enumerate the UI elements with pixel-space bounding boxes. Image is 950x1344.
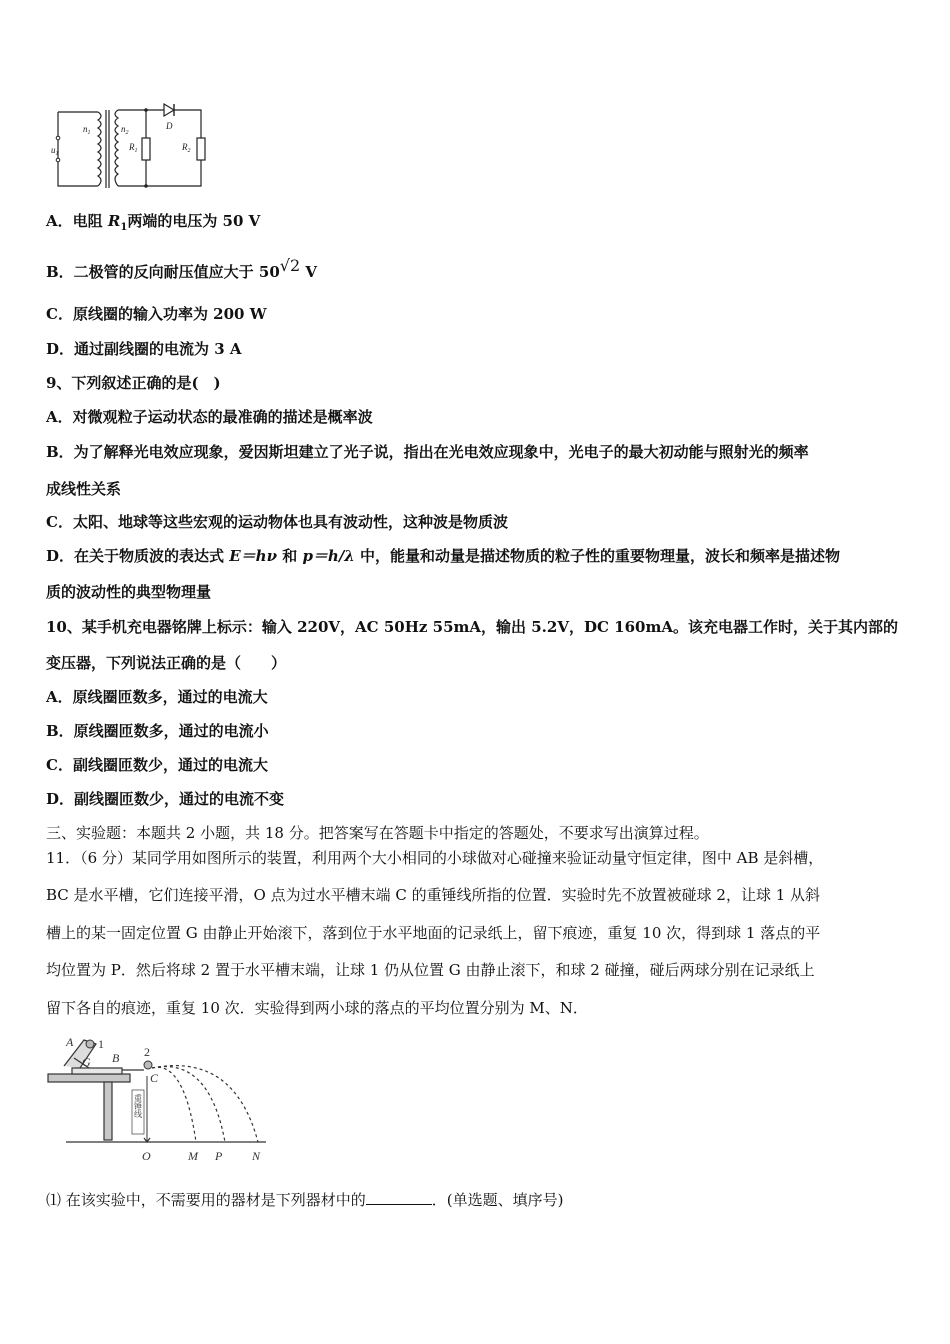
q8-option-d: D．通过副线圈的电流为 3 A [46, 340, 242, 358]
svg-text:n2 [121, 124, 129, 136]
q11-line1: 11．（6 分）某同学用如图所示的装置，利用两个大小相同的小球做对心碰撞来验证动量守恒定律，图中 AB 是斜槽， [46, 849, 824, 867]
svg-text:n1 [83, 124, 91, 136]
svg-text:R1 [128, 142, 138, 154]
label-n1-sub: 1 [87, 130, 91, 136]
label-b: B [112, 1051, 120, 1065]
q8-option-c: C．原线圈的输入功率为 200 W [46, 305, 267, 323]
transformer-circuit-figure [46, 98, 216, 190]
q10-stem-line1: 10、某手机充电器铭牌上标示：输入 220V，AC 50Hz 55mA，输出 5.2V，DC 160mA。该充电器工作时，关于其内部的 [46, 618, 898, 636]
label-r1: R [129, 142, 135, 152]
q10-stem-line2: 变压器，下列说法正确的是（ ） [46, 654, 287, 672]
label-n1: n [83, 124, 88, 134]
label-g: G [82, 1055, 91, 1069]
sqrt-two: √2 [279, 256, 301, 275]
label-ball2: 2 [144, 1045, 150, 1059]
q11-sub1: ⑴ 在该实验中，不需要用的器材是下列器材中的 ．(单选题、填序号) [46, 1191, 564, 1209]
q9-option-b-line1: B．为了解释光电效应现象，爱因斯坦建立了光子说，指出在光电效应现象中，光电子的最大初动能与照射光的频率 [46, 443, 809, 461]
q10-option-d: D．副线圈匝数少，通过的电流不变 [46, 790, 285, 808]
label-ball1: 1 [98, 1037, 104, 1051]
q9-option-a: A．对微观粒子运动状态的最准确的描述是概率波 [46, 408, 373, 426]
q8-option-b: B．二极管的反向耐压值应大于 $50^{√2}$ V [46, 256, 318, 281]
label-p: P [215, 1149, 223, 1163]
label-n: N [252, 1149, 261, 1163]
q9-option-b-line2: 成线性关系 [46, 480, 122, 498]
q8-option-a: A．电阻 $R_1$两端的电压为 50 V [46, 212, 261, 233]
q9-option-c: C．太阳、地球等这些宏观的运动物体也具有波动性，这种波是物质波 [46, 513, 508, 531]
answer-blank[interactable] [366, 1190, 432, 1205]
label-m: M [188, 1149, 198, 1163]
q11-line5: 留下各自的痕迹，重复 10 次．实验得到两小球的落点的平均位置分别为 M、N． [46, 999, 588, 1017]
section-3-heading: 三、实验题：本题共 2 小题，共 18 分。把答案写在答题卡中指定的答题处，不要求写出演算过程。 [46, 824, 709, 842]
label-c: C [150, 1071, 159, 1085]
label-a: A [66, 1035, 74, 1049]
q9-option-d-line1: D．在关于物质波的表达式 E＝hν 和 p＝h/λ 中，能量和动量是描述物质的粒子性的重要物理量，波长和频率是描述物 [46, 547, 841, 565]
label-u1-sub: 1 [55, 151, 59, 157]
svg-text:R2 [181, 142, 191, 154]
q11-line3: 槽上的某一固定位置 G 由静止开始滚下，落到位于水平地面的记录纸上，留下痕迹，重复 10 次，得到球 1 落点的平 [46, 924, 821, 942]
q10-option-c: C．副线圈匝数少，通过的电流大 [46, 756, 268, 774]
label-r1-sub: 1 [134, 148, 138, 154]
q9-stem: 9、下列叙述正确的是( ) [46, 374, 221, 392]
q10-option-b: B．原线圈匝数多，通过的电流小 [46, 722, 269, 740]
label-o: O [142, 1149, 151, 1163]
label-n2: n [121, 124, 126, 134]
diode-symbol [164, 104, 174, 116]
q9-option-d-line2: 质的波动性的典型物理量 [46, 583, 212, 601]
label-n2-sub: 2 [125, 130, 129, 136]
label-plumb: 重锤线 [133, 1094, 143, 1118]
label-u1: u [51, 145, 56, 155]
q11-line2: BC 是水平槽，它们连接平滑，O 点为过水平槽末端 C 的重锤线所指的位置．实验时先不放置被碰球 2，让球 1 从斜 [46, 886, 821, 904]
svg-text:u1 [51, 145, 59, 157]
label-r2-sub: 2 [187, 148, 191, 154]
label-d: D [166, 121, 173, 131]
collision-apparatus-figure [44, 1030, 274, 1166]
label-r2: R [182, 142, 188, 152]
q10-option-a: A．原线圈匝数多，通过的电流大 [46, 688, 268, 706]
q11-line4: 均位置为 P．然后将球 2 置于水平槽末端，让球 1 仍从位置 G 由静止滚下，和球 2 碰撞，碰后两球分别在记录纸上 [46, 961, 815, 979]
